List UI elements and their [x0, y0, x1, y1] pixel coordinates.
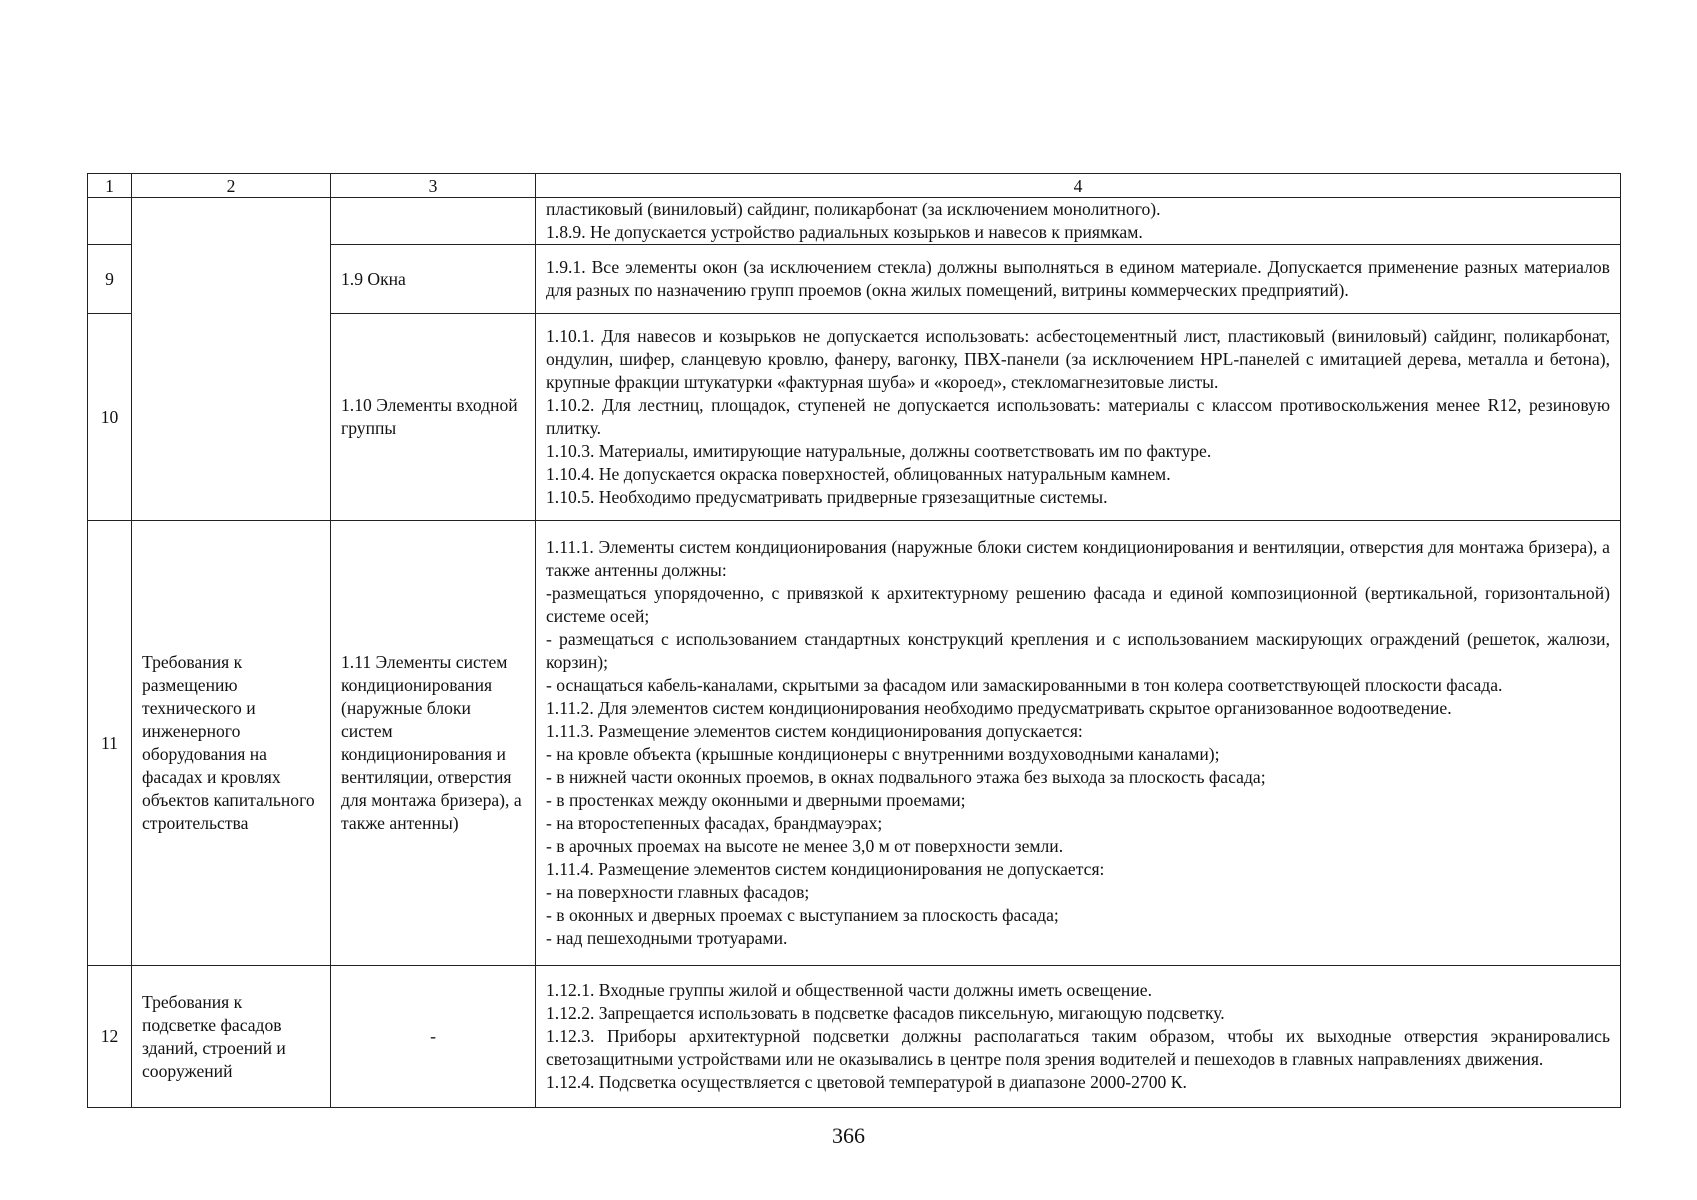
row-section: Требования к подсветке фасадов зданий, строений и сооружений — [132, 966, 331, 1108]
header-col-1: 1 — [88, 174, 132, 198]
requirement-line: 1.11.4. Размещение элементов систем кондиционирования не допускается: — [546, 859, 1105, 879]
requirement-line: 1.10.5. Необходимо предусматривать придверные грязезащитные системы. — [546, 487, 1108, 507]
requirement-line: 1.8.9. Не допускается устройство радиальных козырьков и навесов к приямкам. — [546, 222, 1143, 242]
requirement-line: 1.10.2. Для лестниц, площадок, ступеней не допускается использовать: материалы с классом противоскольжения менее R12, резиновую плитку. — [546, 395, 1610, 438]
requirement-line: 1.12.2. Запрещается использовать в подсветке фасадов пиксельную, мигающую подсветку. — [546, 1003, 1225, 1023]
requirement-line: - на кровле объекта (крышные кондиционеры с внутренними воздуховодными каналами); — [546, 744, 1220, 764]
row-number — [88, 198, 132, 245]
requirement-line: - над пешеходными тротуарами. — [546, 928, 788, 948]
requirement-line: 1.12.3. Приборы архитектурной подсветки должны располагаться таким образом, чтобы их выходные отверстия экранировались светозащитными устройствами или не оказывались в центре поля зрения водителей и пешеходов в главных направлениях движения. — [546, 1026, 1610, 1069]
row-section — [132, 198, 331, 521]
requirement-line: - в арочных проемах на высоте не менее 3,0 м от поверхности земли. — [546, 836, 1064, 856]
table-row — [88, 198, 1621, 245]
table-row — [88, 966, 1621, 1108]
row-requirements — [536, 521, 1621, 966]
requirement-line: - в простенках между оконными и дверными проемами; — [546, 790, 966, 810]
header-col-2: 2 — [132, 174, 331, 198]
row-number: 10 — [88, 314, 132, 521]
row-requirements — [536, 966, 1621, 1108]
row-number: 11 — [88, 521, 132, 966]
page-number: 366 — [832, 1123, 865, 1148]
requirement-line: - в оконных и дверных проемах с выступанием за плоскость фасада; — [546, 905, 1059, 925]
requirement-line: 1.11.2. Для элементов систем кондиционирования необходимо предусматривать скрытое организованное водоотведение. — [546, 698, 1452, 718]
regulations-table — [87, 173, 1621, 1108]
table-row — [88, 521, 1621, 966]
requirement-line: -размещаться упорядоченно, с привязкой к архитектурному решению фасада и единой композиционной (вертикальной, горизонтальной) системе осей; — [546, 583, 1610, 626]
header-col-4: 4 — [536, 174, 1621, 198]
row-section: Требования к размещению технического и инженерного оборудования на фасадах и кровлях объектов капитального строительства — [132, 521, 331, 966]
requirement-line: 1.10.3. Материалы, имитирующие натуральные, должны соответствовать им по фактуре. — [546, 441, 1212, 461]
requirement-line: - на второстепенных фасадах, брандмауэрах; — [546, 813, 883, 833]
requirement-line: - на поверхности главных фасадов; — [546, 882, 810, 902]
requirement-line: 1.12.1. Входные группы жилой и общественной части должны иметь освещение. — [546, 980, 1152, 1000]
row-element: - — [331, 966, 536, 1108]
requirement-line: пластиковый (виниловый) сайдинг, поликарбонат (за исключением монолитного). — [546, 199, 1161, 219]
row-element: 1.11 Элементы систем кондиционирования (наружные блоки систем кондиционирования и вентиляции, отверстия для монтажа бризера), а также антенны) — [331, 521, 536, 966]
requirement-line: 1.11.3. Размещение элементов систем кондиционирования допускается: — [546, 721, 1083, 741]
requirement-line: 1.12.4. Подсветка осуществляется с цветовой температурой в диапазоне 2000-2700 К. — [546, 1072, 1187, 1092]
requirement-line: - в нижней части оконных проемов, в окнах подвального этажа без выхода за плоскость фасада; — [546, 767, 1266, 787]
requirement-line: 1.10.4. Не допускается окраска поверхностей, облицованных натуральным камнем. — [546, 464, 1171, 484]
requirement-line: 1.9.1. Все элементы окон (за исключением стекла) должны выполняться в едином материале. Допускается применение разных материалов для разных по назначению групп проемов (окна жилых помещений, витрины коммерческих предприятий). — [546, 257, 1610, 300]
requirement-line: 1.11.1. Элементы систем кондиционирования (наружные блоки систем кондиционирования и вентиляции, отверстия для монтажа бризера), а также антенны должны: — [546, 537, 1610, 580]
header-col-3: 3 — [331, 174, 536, 198]
row-requirements — [536, 245, 1621, 314]
row-element: 1.9 Окна — [331, 245, 536, 314]
row-element: 1.10 Элементы входной группы — [331, 314, 536, 521]
requirement-line: 1.10.1. Для навесов и козырьков не допускается использовать: асбестоцементный лист, пластиковый (виниловый) сайдинг, поликарбонат, ондулин, шифер, сланцевую кровлю, фанеру, вагонку, ПВХ-панели (за исключением HPL-панелей с имитацией дерева, металла и бетона), крупные фракции штукатурки «фактурная шуба» и «короед», стекломагнезитовые листы. — [546, 326, 1610, 392]
row-number: 9 — [88, 245, 132, 314]
row-number: 12 — [88, 966, 132, 1108]
row-requirements — [536, 198, 1621, 245]
requirement-line: - оснащаться кабель-каналами, скрытыми за фасадом или замаскированными в тон колера соответствующей плоскости фасада. — [546, 675, 1503, 695]
header-row — [88, 174, 1621, 198]
row-element — [331, 198, 536, 245]
row-requirements — [536, 314, 1621, 521]
requirement-line: - размещаться с использованием стандартных конструкций крепления и с использованием маскирующих ограждений (решеток, жалюзи, корзин); — [546, 629, 1610, 672]
